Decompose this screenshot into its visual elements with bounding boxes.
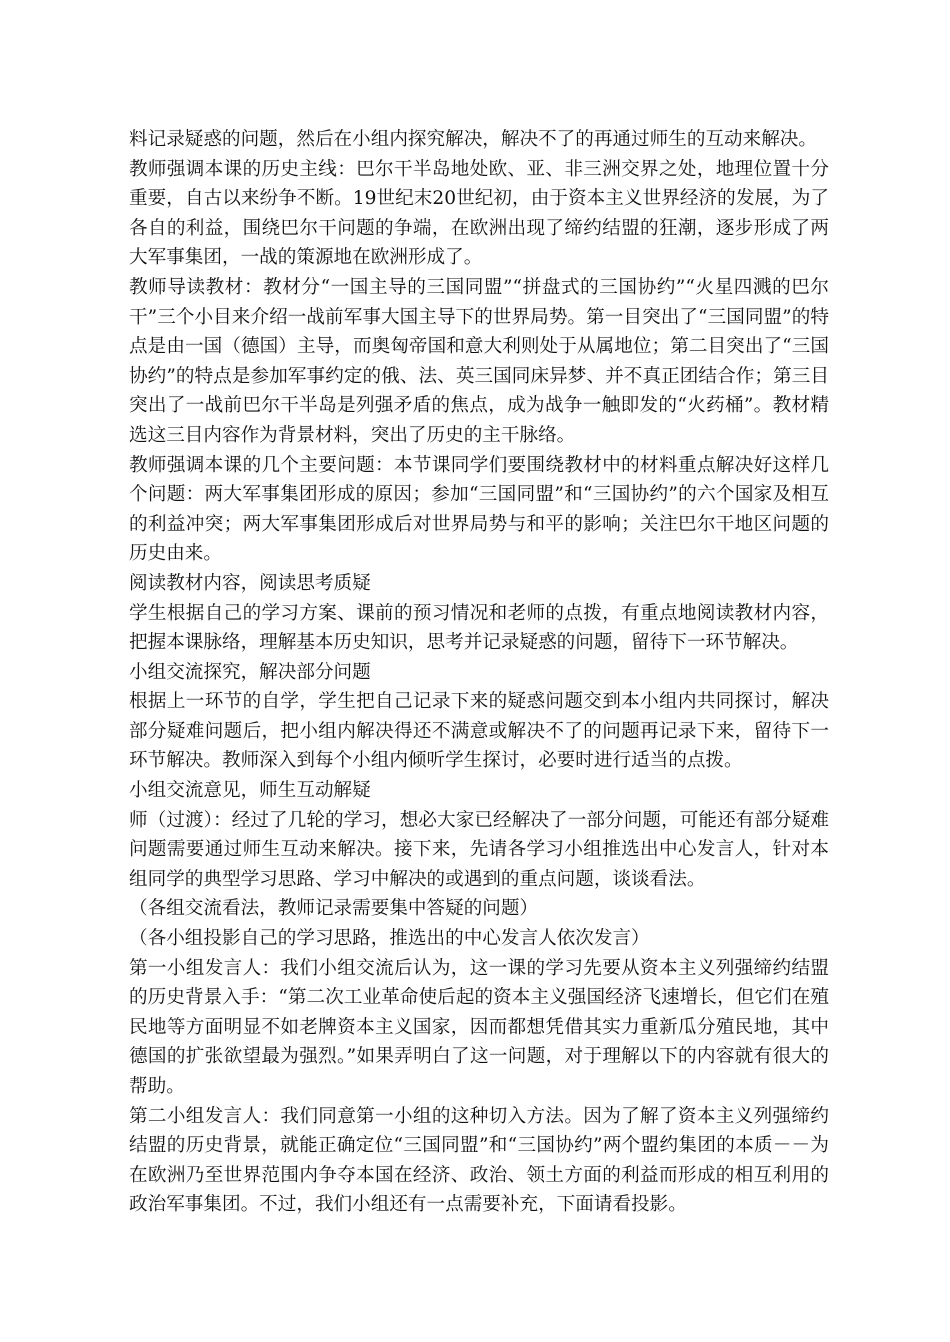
paragraph-7: 师（过渡）：经过了几轮的学习，想必大家已经解决了一部分问题，可能还有部分疑难问题需要通过师生互动来解决。接下来，先请各学习小组推选出中心发言人，针对本组同学的典型学习思路、学习中解决的或遇到的重点问题，谈谈看法。: [129, 809, 829, 890]
paragraph-1: 料记录疑惑的问题，然后在小组内探究解决，解决不了的再通过师生的互动来解决。: [129, 129, 817, 150]
document-body: [129, 125, 829, 1220]
paragraph-8: （各组交流看法，教师记录需要集中答疑的问题）: [129, 898, 539, 920]
paragraph-10: 第一小组发言人：我们小组交流后认为，这一课的学习先要从资本主义列强缔约结盟的历史背景入手：“第二次工业革命使后起的资本主义强国经济飞速增长，但它们在殖民地等方面明显不如老牌资本主义国家，因而都想凭借其实力重新瓜分殖民地，其中德国的扩张欲望最为强烈。”如果弄明白了这一问题，对于理解以下的内容就有很大的帮助。: [129, 957, 829, 1097]
paragraph-4: 教师强调本课的几个主要问题：本节课同学们要围绕教材中的材料重点解决好这样几个问题：两大军事集团形成的原因；参加“三国同盟”和“三国协约”的六个国家及相互的利益冲突；两大军事集团形成后对世界局势与和平的影响；关注巴尔干地区问题的历史由来。: [129, 454, 829, 565]
section-heading-group-discussion: 小组交流探究，解决部分问题: [129, 661, 371, 683]
section-heading-interaction: 小组交流意见，师生互动解疑: [129, 780, 371, 802]
paragraph-11: 第二小组发言人：我们同意第一小组的这种切入方法。因为了解了资本主义列强缔约结盟的历史背景，就能正确定位“三国同盟”和“三国协约”两个盟约集团的本质－－为在欧洲乃至世界范围内争夺本国在经济、政治、领土方面的利益而形成的相互利用的政治军事集团。不过，我们小组还有一点需要补充，下面请看投影。: [129, 1105, 829, 1216]
paragraph-5: 学生根据自己的学习方案、课前的预习情况和老师的点拨，有重点地阅读教材内容，把握本课脉络，理解基本历史知识，思考并记录疑惑的问题，留待下一环节解决。: [129, 602, 829, 654]
paragraph-9: （各小组投影自己的学习思路，推选出的中心发言人依次发言）: [129, 928, 650, 950]
paragraph-2: 教师强调本课的历史主线：巴尔干半岛地处欧、亚、非三洲交界之处，地理位置十分重要，自古以来纷争不断。19世纪末20世纪初，由于资本主义世界经济的发展，为了各自的利益，围绕巴尔干问题的争端，在欧洲出现了缔约结盟的狂潮，逐步形成了两大军事集团，一战的策源地在欧洲形成了。: [129, 158, 829, 269]
paragraph-6: 根据上一环节的自学，学生把自己记录下来的疑惑问题交到本小组内共同探讨，解决部分疑难问题后，把小组内解决得还不满意或解决不了的问题再记录下来，留待下一环节解决。教师深入到每个小组内倾听学生探讨，必要时进行适当的点拨。: [129, 691, 829, 772]
paragraph-3: 教师导读教材：教材分“一国主导的三国同盟”“拼盘式的三国协约”“火星四溅的巴尔干”三个小目来介绍一战前军事大国主导下的世界局势。第一目突出了“三国同盟”的特点是由一国（德国）主导，而奥匈帝国和意大利则处于从属地位；第二目突出了“三国协约”的特点是参加军事约定的俄、法、英三国同床异梦、并不真正团结合作；第三目突出了一战前巴尔干半岛是列强矛盾的焦点，成为战争一触即发的“火药桶”。教材精选这三目内容作为背景材料，突出了历史的主干脉络。: [129, 276, 829, 446]
section-heading-reading: 阅读教材内容，阅读思考质疑: [129, 572, 371, 594]
